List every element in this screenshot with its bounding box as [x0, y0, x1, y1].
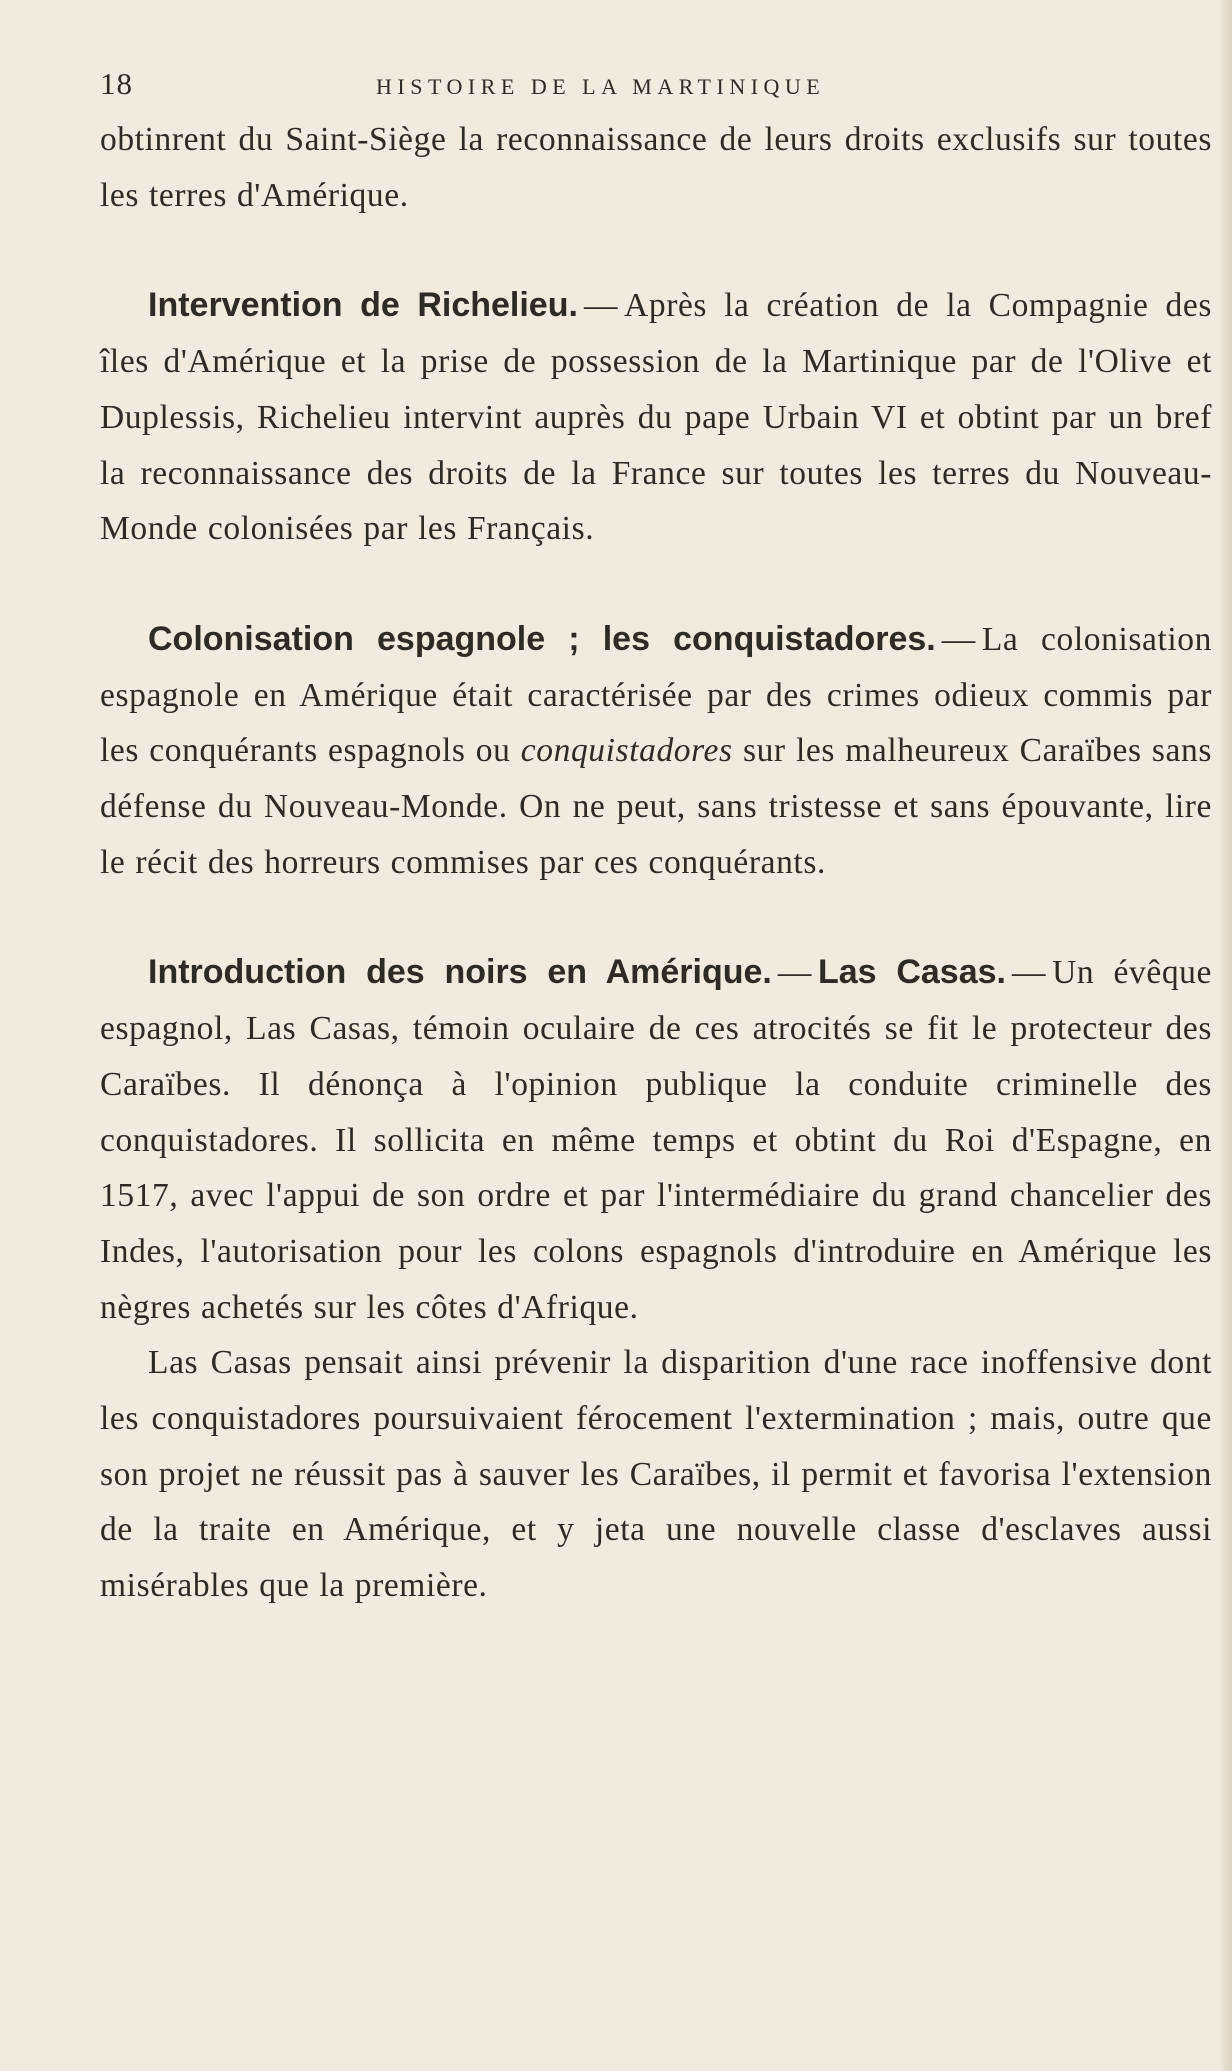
em-dash: —	[941, 620, 976, 658]
section-body-continued: sur les malheureux Caraïbes sans défense du Nouveau-Monde. On ne peut, sans tristesse et sans épouvante, lire le récit des horreurs commises par ces conquérants.	[100, 732, 1212, 881]
body-text	[100, 112, 1212, 1614]
italic-term: conquistadores	[520, 732, 733, 770]
section-body: Après la création de la Compagnie des îles d'Amérique et la prise de possession de la Martinique par de l'Olive et Duplessis, Richelieu intervint auprès du pape Urbain VI et obtint par un bref la reconnaissance des droits de la France sur toutes les terres du Nouveau-Monde colonisées par les Français.	[100, 287, 1213, 548]
section-body: Un évêque espagnol, Las Casas, témoin oculaire de ces atrocités se fit le protecteur des Caraïbes. Il dénonça à l'opinion publique la conduite criminelle des conquistadores. Il sollicita en même temps et obtint du Roi d'Espagne, en 1517, avec l'appui de son ordre et par l'intermédiaire du grand chancelier des Indes, l'autorisation pour les colons espagnols d'introduire en Amérique les nègres achetés sur les côtes d'Afrique.	[100, 954, 1212, 1326]
section-heading: Introduction des noirs en Amérique.	[148, 953, 772, 992]
em-dash: —	[583, 287, 619, 325]
page-number: 18	[100, 66, 133, 101]
em-dash: —	[1011, 954, 1047, 992]
section-heading: Colonisation espagnole ; les conquistadores.	[148, 619, 936, 658]
running-title: HISTOIRE DE LA MARTINIQUE	[376, 74, 826, 99]
section-colonisation	[100, 612, 1212, 891]
intro-paragraph: obtinrent du Saint-Siège la reconnaissance de leurs droits exclusifs sur toutes les terres d'Amérique.	[100, 121, 1212, 214]
section-introduction	[100, 945, 1212, 1335]
section-richelieu	[100, 278, 1212, 557]
page-edge-shadow	[1218, 0, 1232, 2071]
lascasas-paragraph: Las Casas pensait ainsi prévenir la disparition d'une race inoffensive dont les conquistadores poursuivaient férocement l'extermination ; mais, outre que son projet ne réussit pas à sauver les Caraïbes, il permit et favorisa l'extension de la traite en Amérique, et y jeta une nouvelle classe d'esclaves aussi misérables que la première.	[100, 1344, 1212, 1605]
section-subheading: Las Casas.	[817, 953, 1006, 992]
running-head	[100, 62, 1212, 112]
section-body: La colonisation espagnole en Amérique était caractérisée par des crimes odieux commis par les conquérants espagnols ou	[100, 620, 1212, 770]
em-dash: —	[777, 954, 812, 992]
section-heading: Intervention de Richelieu.	[148, 286, 578, 325]
